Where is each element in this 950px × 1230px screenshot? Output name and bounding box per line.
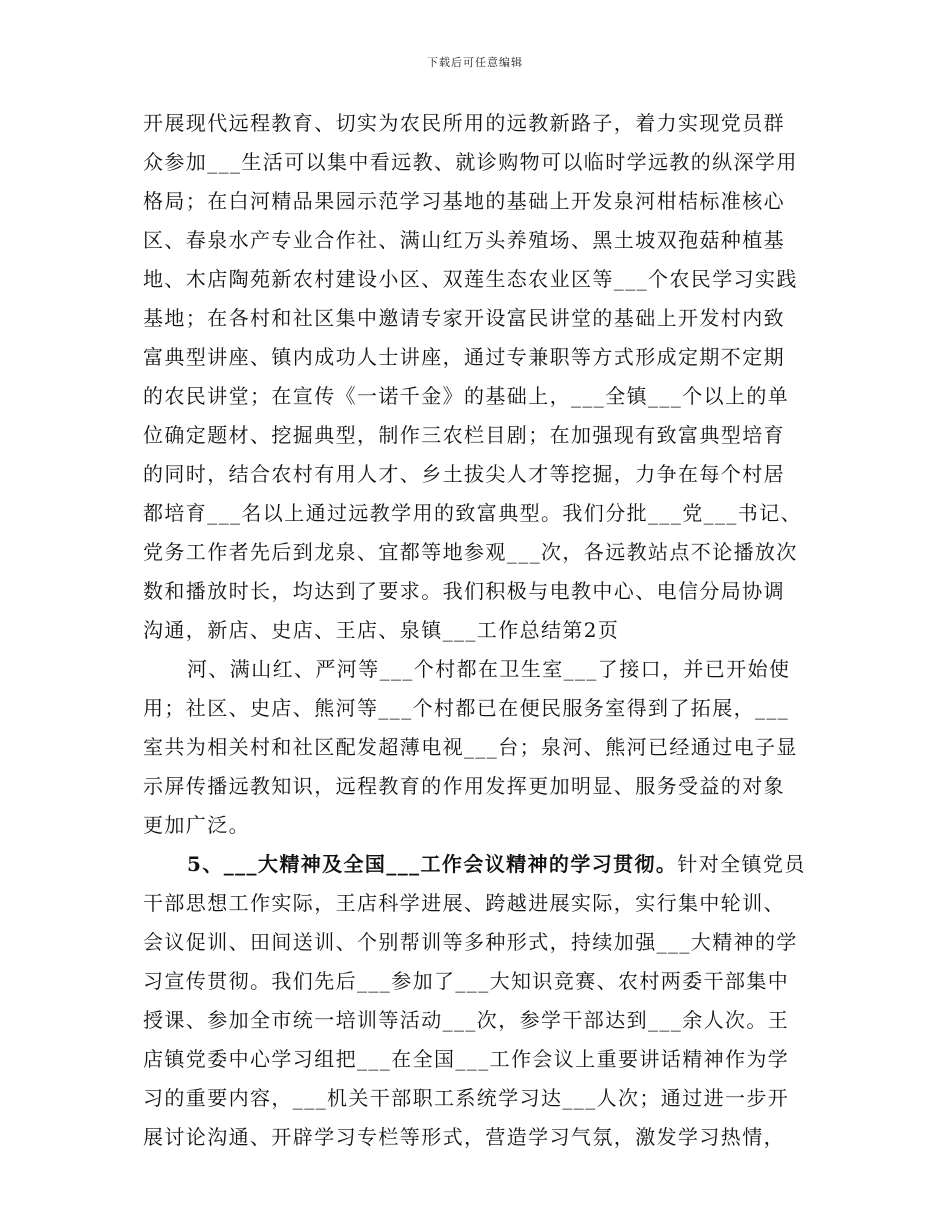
text-line: 的农民讲堂；在宣传《一诺千金》的基础上，___全镇___个以上的单 [143,384,790,408]
text-line: 展讨论沟通、开辟学习专栏等形式，营造学习气氛，激发学习热情， [143,1125,785,1149]
text-line: 更加广泛。 [143,813,250,837]
text-line: 基地；在各村和社区集中邀请专家开设富民讲堂的基础上开发村内致 [143,306,785,330]
text-line: 党务工作者先后到龙泉、宜都等地参观___次，各远教站点不论播放次 [143,540,798,564]
text-line: 店镇党委中心学习组把___在全国___工作会议上重要讲话精神作为学 [143,1047,790,1071]
text-line: 授课、参加全市统一培训等活动___次，参学干部达到___余人次。王 [143,1008,790,1032]
text-line: 干部思想工作实际，王店科学进展、跨越进展实际，实行集中轮训、 [143,891,785,915]
text-line: 都培育___名以上通过远教学用的致富典型。我们分批___党___书记、 [143,501,802,525]
text-line: 示屏传播远教知识，远程教育的作用发挥更加明显、服务受益的对象 [143,774,785,798]
text-line: 数和播放时长，均达到了要求。我们积极与电教中心、电信分局协调 [143,579,785,603]
section-first-line [143,845,811,884]
text-line: 室共为相关村和社区配发超薄电视___台；泉河、熊河已经通过电子显 [143,735,798,759]
text-line: 习宣传贯彻。我们先后___参加了___大知识竞赛、农村两委干部集中 [143,969,790,993]
document-body [143,104,811,1157]
section-heading: 5、___大精神及全国___工作会议精神的学习贯彻。 [187,852,678,876]
text-line: 区、春泉水产专业合作社、满山红万头养殖场、黑土坡双孢菇种植基 [143,228,785,252]
paragraph-3 [143,845,811,1157]
text-line: 众参加___生活可以集中看远教、就诊购物可以临时学远教的纵深学用 [143,150,798,174]
text-line: 会议促训、田间送训、个别帮训等多种形式，持续加强___大精神的学 [143,930,798,954]
text-line: 格局；在白河精品果园示范学习基地的基础上开发泉河柑桔标准核心 [143,189,785,213]
text-line: 河、满山红、严河等___个村都在卫生室___了接口，并已开始使 [187,657,791,681]
text-line: 的同时，结合农村有用人才、乡土拔尖人才等挖掘，力争在每个村居 [143,462,785,486]
text-line: 位确定题材、挖掘典型，制作三农栏目剧；在加强现有致富典型培育 [143,423,785,447]
text-line: 用；社区、史店、熊河等___个村都已在便民服务室得到了拓展，___ [143,696,790,720]
page-header-note: 下载后可任意编辑 [427,56,523,69]
text-line: 沟通，新店、史店、王店、泉镇___工作总结第2页 [143,618,620,642]
paragraph-2 [143,650,811,845]
text-line: 地、木店陶苑新农村建设小区、双莲生态农业区等___个农民学习实践 [143,267,798,291]
text-line: 富典型讲座、镇内成功人士讲座，通过专兼职等方式形成定期不定期 [143,345,785,369]
section-first-line-text: 针对全镇党员 [677,852,806,876]
text-line: 开展现代远程教育、切实为农民所用的远教新路子，着力实现党员群 [143,111,785,135]
paragraph-1 [143,104,811,650]
text-line: 习的重要内容，___机关干部职工系统学习达___人次；通过进一步开 [143,1086,790,1110]
